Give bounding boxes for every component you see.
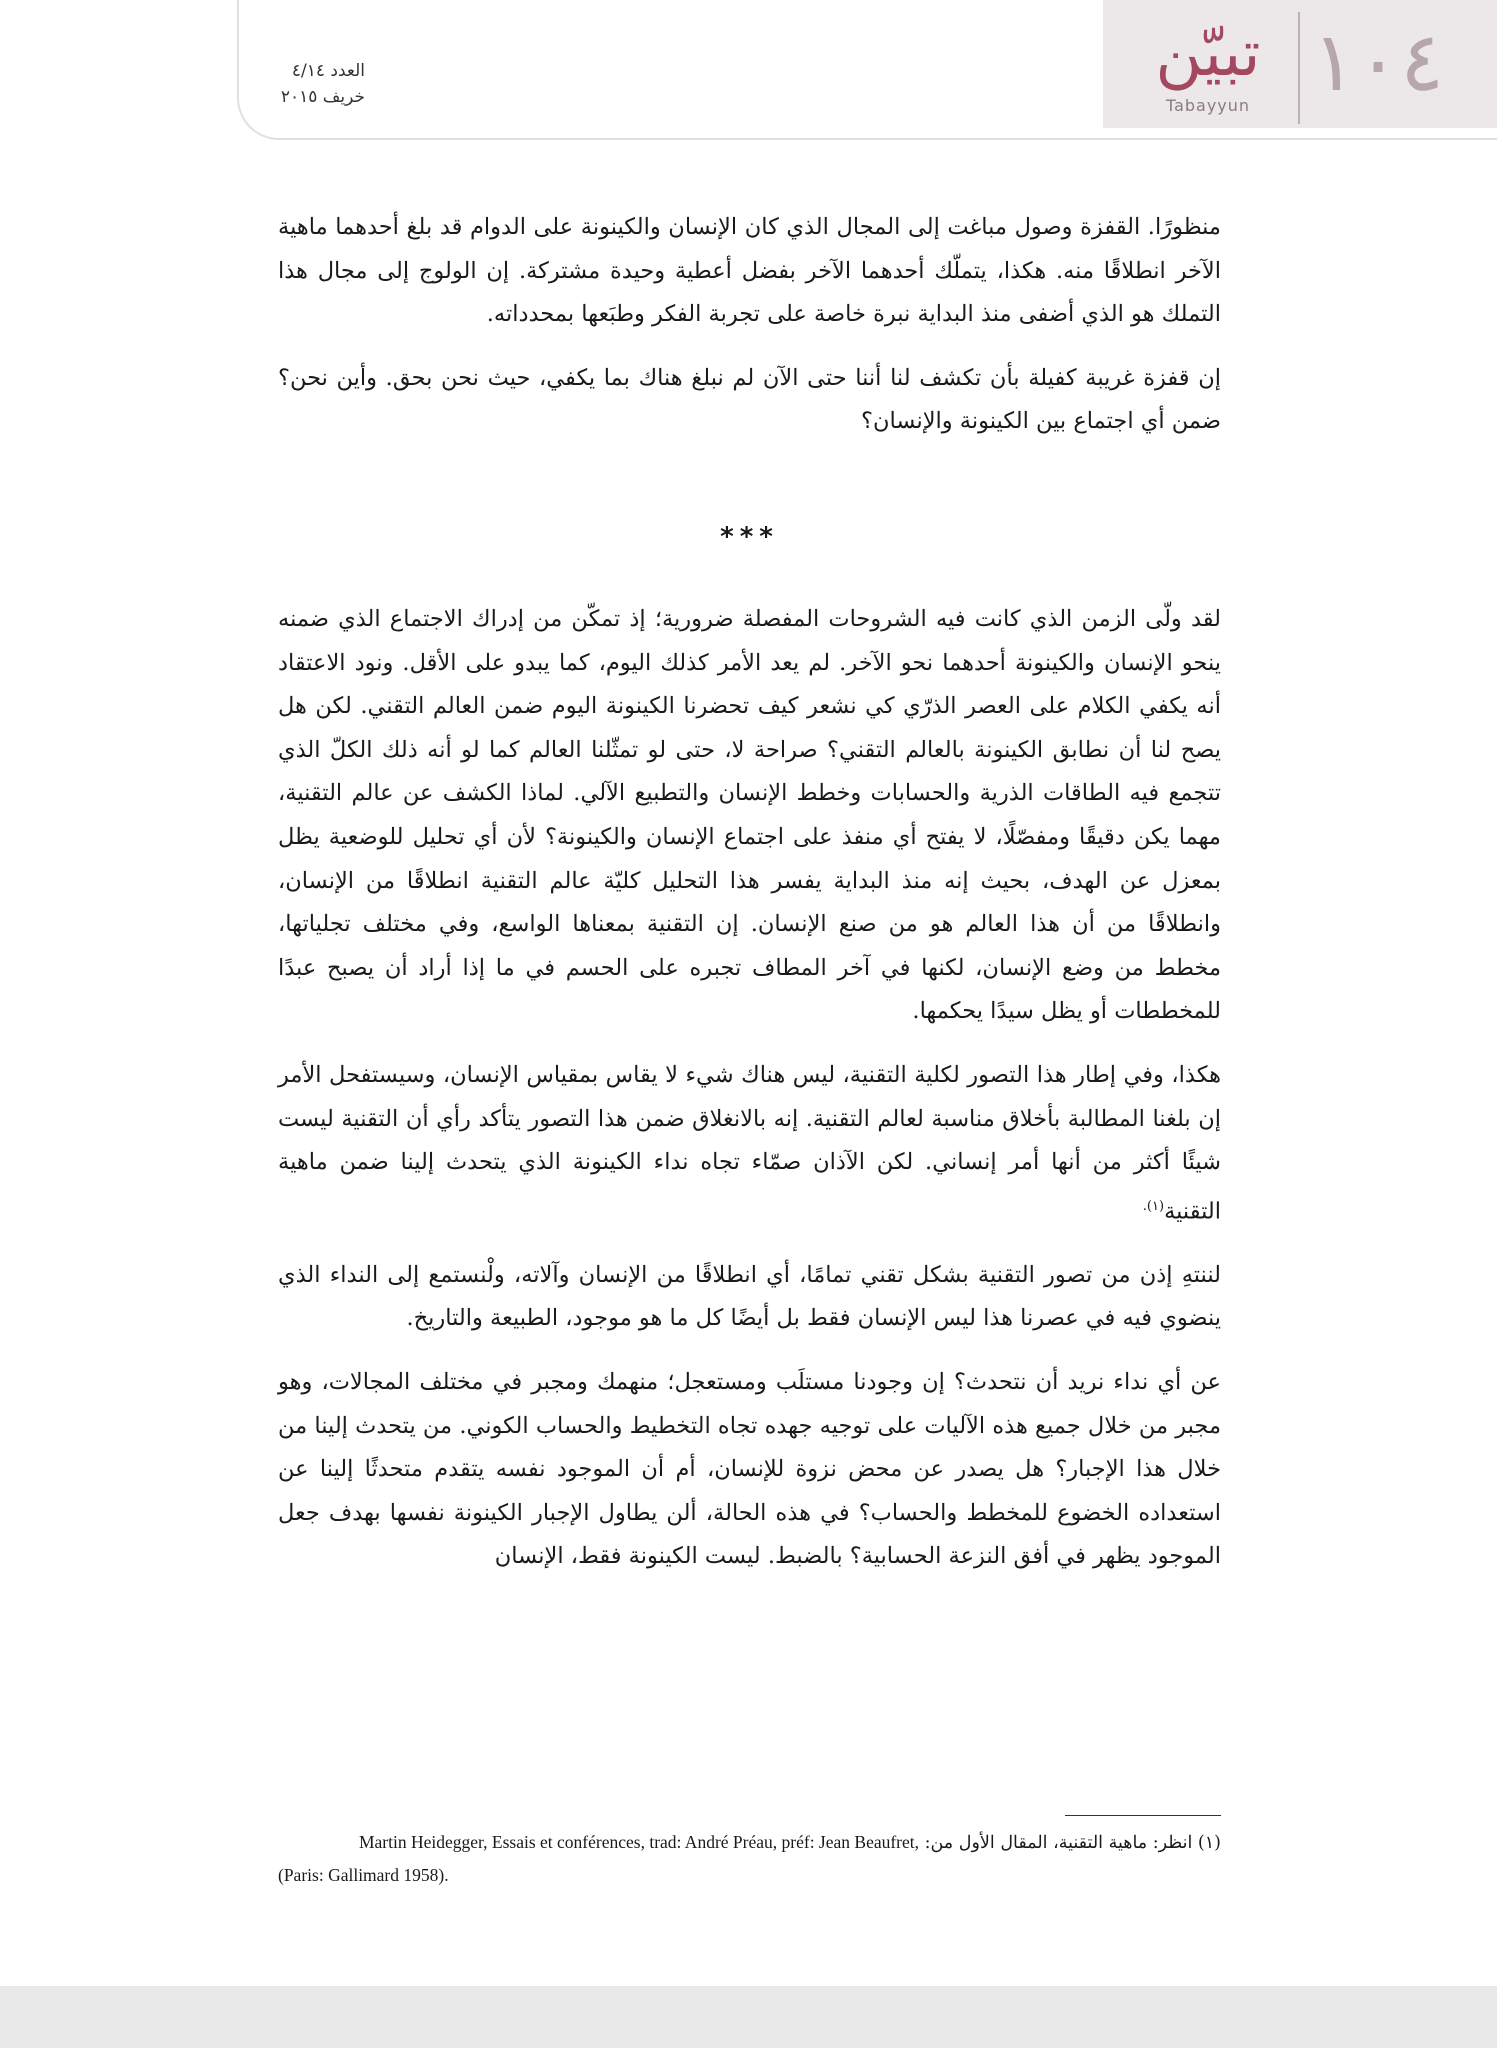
- footnote-rule: [1065, 1815, 1221, 1816]
- issue-number: العدد ٤/١٤: [291, 61, 365, 81]
- body-text-top: [278, 206, 1221, 464]
- paragraph-text: هكذا، وفي إطار هذا التصور لكلية التقنية، ليس هناك شيء لا يقاس بمقياس الإنسان، وسيستفحل الأمر إن بلغنا المطالبة بأخلاق مناسبة لعالم التقنية. إنه بالانغلاق ضمن هذا التصور يتأكد رأي أن التقنية ليست شيئًا أكثر من أنها أمر إنساني. لكن الآذان صمّاء تجاه نداء الكينونة الذي يتحدث إلينا ضمن ماهية التقنية: [278, 1061, 1221, 1225]
- paragraph: منظورًا. القفزة وصول مباغت إلى المجال الذي كان الإنسان والكينونة على الدوام قد بلغ أحدهما ماهية الآخر انطلاقًا منه. هكذا، يتملّك أحدهما الآخر بفضل أعطية وحيدة مشتركة. إن الولوج إلى مجال هذا التملك هو الذي أضفى منذ البداية نبرة خاصة على تجربة الفكر وطبَعها بمحدداته.: [278, 214, 1221, 328]
- footnote-publication: (Paris: Gallimard 1958).: [278, 1865, 449, 1885]
- paragraph: لننتهِ إذن من تصور التقنية بشكل تقني تمامًا، أي انطلاقًا من الإنسان وآلاته، ولْنستمع إلى النداء الذي ينضوي فيه في عصرنا هذا ليس الإنسان فقط بل أيضًا كل ما هو موجود، الطبيعة والتاريخ.: [278, 1261, 1221, 1332]
- paragraph: [278, 1054, 1221, 1234]
- footnote-citation: Martin Heidegger, Essais et conférences, trad: André Préau, préf: Jean Beaufret,: [358, 1832, 920, 1852]
- body-text-main: [278, 598, 1221, 1599]
- footnote-marker: (١) انظر: ماهية التقنية، المقال الأول من:: [924, 1833, 1221, 1853]
- footnote-reference[interactable]: (١).: [1142, 1198, 1165, 1214]
- journal-logo-arabic: تبيّن: [1155, 17, 1261, 91]
- page-bottom-band: [0, 1986, 1497, 2048]
- page-number: ١٠٤: [1312, 15, 1445, 110]
- issue-info: [255, 58, 365, 110]
- footnote: [278, 1826, 1221, 1891]
- section-separator: ***: [720, 522, 779, 552]
- paragraph: إن قفزة غريبة كفيلة بأن تكشف لنا أننا حتى الآن لم نبلغ هناك بما يكفي، حيث نحن بحق. وأين نحن؟ ضمن أي اجتماع بين الكينونة والإنسان؟: [278, 364, 1221, 435]
- logo-divider: [1298, 12, 1300, 124]
- paragraph: لقد ولّى الزمن الذي كانت فيه الشروحات المفصلة ضرورية؛ إذ تمكّن من إدراك الاجتماع الذي ضمنه ينحو الإنسان والكينونة أحدهما نحو الآخر. لم يعد الأمر كذلك اليوم، كما يبدو على الأقل. ونود الاعتقاد أنه يكفي الكلام على العصر الذرّي كي نشعر كيف تحضرنا الكينونة اليوم ضمن العالم التقني. لكن هل يصح لنا أن نطابق الكينونة بالعالم التقني؟ صراحة لا، حتى لو تمثّلنا العالم كما لو أنه ذلك الكلّ الذي تتجمع فيه الطاقات الذرية والحسابات وخطط الإنسان والتطبيع الآلي. لماذا الكشف عن عالم التقنية، مهما يكن دقيقًا ومفصّلًا، لا يفتح أي منفذ على اجتماع الإنسان والكينونة؟ لأن أي تحليل للوضعية يظل بمعزل عن الهدف، بحيث إنه منذ البداية يفسر هذا التحليل كليّة عالم التقنية انطلاقًا من الإنسان، وانطلاقًا من أن هذا العالم هو من صنع الإنسان. إن التقنية بمعناها الواسع، وفي مختلف تجلياتها، مخطط من وضع الإنسان، لكنها في آخر المطاف تجبره على الحسم في ما إذا أراد أن يصبح عبدًا للمخططات أو يظل سيدًا يحكمها.: [278, 606, 1221, 1025]
- paragraph: عن أي نداء نريد أن نتحدث؟ إن وجودنا مستلَب ومستعجل؛ منهمك ومجبر في مختلف المجالات، وهو مجبر من خلال جميع هذه الآليات على توجيه جهده تجاه التخطيط والحساب الكوني. من يتحدث إلينا من خلال هذا الإجبار؟ هل يصدر عن محض نزوة للإنسان، أم أن الموجود نفسه يتقدم متحدثًا إلينا عن استعداده الخضوع للمخطط والحساب؟ في هذه الحالة، ألن يطاول الإجبار الكينونة نفسها بهدف جعل الموجود يظهر في أفق النزعة الحسابية؟ بالضبط. ليست الكينونة فقط، الإنسان: [278, 1369, 1221, 1570]
- journal-logo-latin: Tabayyun: [1165, 96, 1251, 115]
- issue-season: خريف ٢٠١٥: [280, 87, 365, 107]
